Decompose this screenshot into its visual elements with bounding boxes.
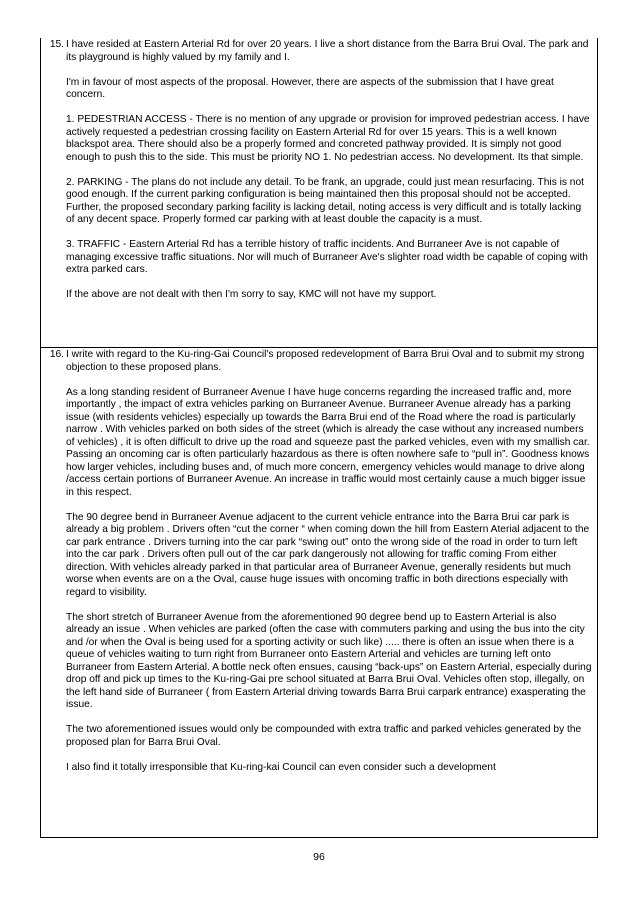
submission-row-15: [41, 38, 597, 348]
paragraph: I'm in favour of most aspects of the proposal. However, there are aspects of the submission that I have great concern.: [66, 76, 554, 100]
submission-text: [66, 39, 592, 302]
paragraph: I write with regard to the Ku-ring-Gai Council's proposed redevelopment of Barra Brui Oval and to submit my strong objection to these proposed plans.: [66, 349, 585, 373]
paragraph: The 90 degree bend in Burraneer Avenue adjacent to the current vehicle entrance into the Barra Brui car park is already a big problem . Drivers often “cut the corner “ when coming down the hill from Eastern Aterial adjacent to the car park entrance . Drivers turning into the car park “swing out” onto the wrong side of the road in order to turn left into the car park . Drivers often pull out of the car park dangerously not allowing for traffic coming From either direction. With vehicles already parked in that particular area of Burraneer Avenue, generally residents but much worse when events are on a the Oval, cause huge issues with oncoming traffic in both directions especially with regard to visibility.: [66, 511, 590, 598]
paragraph: I have resided at Eastern Arterial Rd for over 20 years. I live a short distance from the Barra Brui Oval. The park and its playground is highly valued by my family and I.: [66, 39, 589, 63]
submissions-table: [40, 38, 598, 838]
paragraph-pedestrian-access: 1. PEDESTRIAN ACCESS - There is no mention of any upgrade or provision for improved pedestrian access. I have actively requested a pedestrian crossing facility on Eastern Arterial Rd for over 15 years. This is a well known blackspot area. There should also be a properly formed and concreted pathway provided. It is simply not good enough to push this to the side. This must be priority NO 1. No pedestrian access. No development. Its that simple.: [66, 114, 590, 163]
paragraph: The short stretch of Burraneer Avenue from the aforementioned 90 degree bend up to Eastern Arterial is also already an issue . When vehicles are parked (often the case with commuters parking and using the bus into the city and /or when the Oval is being used for a sporting activity or such like) ..... there is often an issue when there is a queue of vehicles waiting to turn right from Burraneer onto Eastern Arterial and vehicles are turning left onto Burraneer from Eastern Arterial. A bottle neck often ensues, causing “back-ups” on Eastern Arterial, especially during drop off and pick up times to the Ku-ring-Gai pre school situated at Barra Brui Oval. Vehicles often stop, illegally, on the left hand side of Burraneer ( from Eastern Arterial driving towards Barra Brui carpark entrance) exasperating the issue.: [66, 611, 592, 710]
paragraph: If the above are not dealt with then I'm sorry to say, KMC will not have my support.: [66, 289, 437, 300]
submission-text: [66, 349, 592, 774]
paragraph-traffic: 3. TRAFFIC - Eastern Arterial Rd has a terrible history of traffic incidents. And Burraneer Ave is not capable of managing excessive traffic situations. Nor will much of Burraneer Ave's slighter road width be capable of coping with extra parked cars.: [66, 239, 588, 275]
page-number: 96: [313, 851, 325, 863]
paragraph: As a long standing resident of Burraneer Avenue I have huge concerns regarding the increased traffic and, more importantly , the impact of extra vehicles parking on Burraneer Avenue. Burraneer Avenue already has a parking issue (with residents vehicles) especially up towards the Barra Brui end of the Road where the road is particularly narrow . With vehicles parked on both sides of the street (which is already the case without any increased numbers of vehicles) , it is often difficult to drive up the road and squeeze past the parked vehicles, even with my smallish car. Passing an oncoming car is often particularly hazardous as there is often nowhere safe to “pull in”. Goodness knows how larger vehicles, including buses and, of much more concern, emergency vehicles would manage to drive along /access certain portions of Burraneer Avenue. An increase in traffic would most certainly cause a much bigger issue in this respect.: [66, 386, 590, 498]
submission-number: 16.: [49, 349, 64, 360]
paragraph-parking: 2. PARKING - The plans do not include any detail. To be frank, an upgrade, could just mean resurfacing. This is not good enough. If the current parking configuration is being maintained then this proposal should not be accepted. Further, the proposed secondary parking facility is lacking detail, noting access is very difficult and is totally lacking of any decent space. Properly formed car parking with at least double the capacity is a must.: [66, 176, 584, 225]
submission-number: 15.: [49, 39, 64, 50]
paragraph: The two aforementioned issues would only be compounded with extra traffic and parked vehicles generated by the proposed plan for Barra Brui Oval.: [66, 724, 582, 748]
submission-row-16: [41, 348, 597, 838]
paragraph: I also find it totally irresponsible that Ku-ring-kai Council can even consider such a development: [66, 761, 496, 773]
